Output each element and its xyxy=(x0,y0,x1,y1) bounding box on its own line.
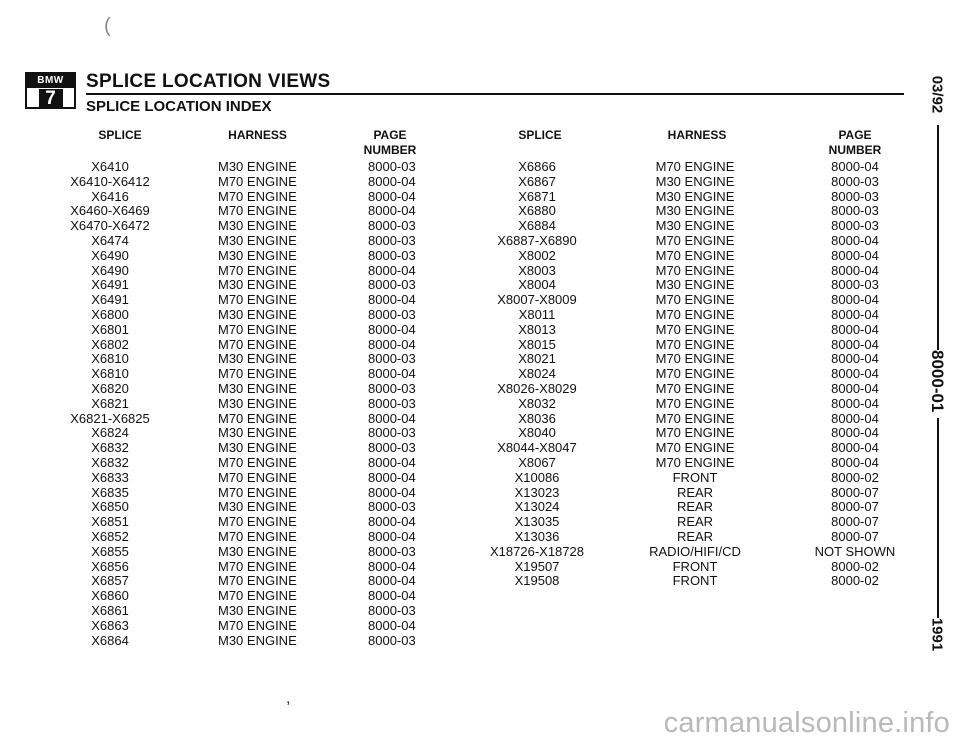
page-number-cell: 8000-04 xyxy=(368,528,416,544)
harness-cell: M70 ENGINE xyxy=(218,336,297,352)
splice-cell: X8015 xyxy=(518,336,556,352)
page-number-cell: 8000-03 xyxy=(368,602,416,618)
page-number-cell: 8000-04 xyxy=(831,321,879,337)
right-page-header-line1: PAGE xyxy=(838,128,872,142)
harness-cell: M70 ENGINE xyxy=(218,292,297,308)
side-date: 03/92 xyxy=(928,75,946,114)
harness-cell: M30 ENGINE xyxy=(218,247,297,263)
page-number-cell: 8000-04 xyxy=(831,306,879,322)
splice-cell: X6860 xyxy=(91,588,129,604)
splice-cell: X6491 xyxy=(91,277,129,293)
harness-cell: M70 ENGINE xyxy=(218,617,297,633)
harness-cell: M70 ENGINE xyxy=(655,292,735,308)
harness-cell: FRONT xyxy=(672,469,718,485)
page-number-cell: 8000-07 xyxy=(831,499,879,515)
harness-cell: M70 ENGINE xyxy=(655,440,735,456)
harness-cell: M70 ENGINE xyxy=(218,366,297,382)
page-number-cell: 8000-02 xyxy=(831,469,879,485)
harness-cell: M30 ENGINE xyxy=(655,277,735,293)
splice-cell: X6887-X6890 xyxy=(497,232,577,248)
page-number-cell: 8000-03 xyxy=(368,425,416,441)
page-number-cell: 8000-03 xyxy=(831,203,879,219)
left-page-header-line2: NUMBER xyxy=(363,143,417,157)
splice-cell: X8024 xyxy=(518,366,556,382)
side-rule-1 xyxy=(937,125,939,350)
splice-cell: X19507 xyxy=(514,558,560,574)
splice-cell: X6857 xyxy=(91,573,129,589)
page-number-cell: 8000-04 xyxy=(368,336,416,352)
harness-cell: M70 ENGINE xyxy=(218,588,297,604)
page-number-cell: 8000-02 xyxy=(831,573,879,589)
side-year: 1991 xyxy=(928,617,946,652)
splice-cell: X8044-X8047 xyxy=(497,440,577,456)
splice-cell: X8040 xyxy=(518,425,556,441)
splice-cell: X6852 xyxy=(91,528,129,544)
harness-cell: M70 ENGINE xyxy=(218,573,297,589)
right-splice-header: SPLICE xyxy=(518,128,562,142)
scan-mark: ( xyxy=(104,15,111,37)
harness-cell: M30 ENGINE xyxy=(218,425,297,441)
page-number-cell: 8000-03 xyxy=(831,173,879,189)
page-number-cell: 8000-04 xyxy=(368,588,416,604)
harness-cell: M70 ENGINE xyxy=(655,321,735,337)
page-number-cell: 8000-04 xyxy=(831,410,879,426)
splice-cell: X6460-X6469 xyxy=(70,203,150,219)
page-number-cell: 8000-04 xyxy=(368,410,416,426)
right-page-column xyxy=(800,160,910,589)
series-number: 7 xyxy=(39,89,63,108)
splice-cell: X6810 xyxy=(91,366,129,382)
harness-cell: M70 ENGINE xyxy=(218,484,297,500)
splice-cell: X8002 xyxy=(518,247,556,263)
bmw-logo xyxy=(25,72,76,109)
title-rule xyxy=(86,93,904,95)
page-number-cell: 8000-03 xyxy=(368,218,416,234)
page-number-cell: 8000-03 xyxy=(368,499,416,515)
splice-cell: X13024 xyxy=(514,499,560,515)
harness-cell: M70 ENGINE xyxy=(655,410,735,426)
splice-cell: X6871 xyxy=(518,188,556,204)
harness-cell: M30 ENGINE xyxy=(218,351,297,367)
harness-cell: M70 ENGINE xyxy=(218,454,297,470)
splice-cell: X6821 xyxy=(91,395,129,411)
page-number-cell: 8000-07 xyxy=(831,514,879,530)
splice-cell: X6801 xyxy=(91,321,129,337)
harness-cell: M30 ENGINE xyxy=(218,602,297,618)
splice-cell: X6864 xyxy=(91,632,129,648)
harness-cell: REAR xyxy=(676,514,714,530)
page-number-cell: 8000-03 xyxy=(368,247,416,263)
page-number-cell: 8000-04 xyxy=(831,425,879,441)
harness-cell: FRONT xyxy=(672,558,718,574)
harness-cell: M70 ENGINE xyxy=(655,380,735,396)
harness-cell: M30 ENGINE xyxy=(218,499,297,515)
splice-cell: X8067 xyxy=(518,454,556,470)
page-number-cell: 8000-03 xyxy=(368,440,416,456)
splice-cell: X6855 xyxy=(91,543,129,559)
harness-cell: M30 ENGINE xyxy=(655,188,735,204)
page-number-cell: 8000-03 xyxy=(368,632,416,648)
page-number-cell: 8000-04 xyxy=(368,292,416,308)
left-page-header-line1: PAGE xyxy=(373,128,407,142)
harness-cell: REAR xyxy=(676,484,714,500)
splice-cell: X6810 xyxy=(91,351,129,367)
splice-cell: X6850 xyxy=(91,499,129,515)
harness-cell: M70 ENGINE xyxy=(655,336,735,352)
page-number-cell: 8000-03 xyxy=(831,218,879,234)
harness-cell: M70 ENGINE xyxy=(655,395,735,411)
splice-cell: X8036 xyxy=(518,410,556,426)
page-number-cell: 8000-03 xyxy=(368,277,416,293)
harness-cell: M70 ENGINE xyxy=(218,469,297,485)
splice-cell: X8007-X8009 xyxy=(497,292,577,308)
splice-cell: X6884 xyxy=(518,218,556,234)
splice-cell: X18726-X18728 xyxy=(490,543,584,559)
page-number-cell: 8000-03 xyxy=(831,188,879,204)
harness-cell: M30 ENGINE xyxy=(218,159,297,174)
splice-cell: X8021 xyxy=(518,351,556,367)
left-page-header xyxy=(340,128,440,158)
harness-cell: M70 ENGINE xyxy=(655,232,735,248)
splice-cell: X8026-X8029 xyxy=(497,380,577,396)
splice-cell: X6410 xyxy=(91,159,129,174)
page-number-cell: 8000-04 xyxy=(831,232,879,248)
left-harness-column xyxy=(218,160,338,648)
splice-cell: X6490 xyxy=(91,262,129,278)
splice-cell: X6474 xyxy=(91,232,129,248)
side-rule-2 xyxy=(937,418,939,618)
harness-cell: M30 ENGINE xyxy=(218,218,297,234)
splice-cell: X6824 xyxy=(91,425,129,441)
page-number-cell: 8000-04 xyxy=(831,292,879,308)
splice-cell: X6832 xyxy=(91,454,129,470)
harness-cell: M70 ENGINE xyxy=(218,514,297,530)
harness-cell: M30 ENGINE xyxy=(218,543,297,559)
page-number-cell: 8000-04 xyxy=(831,159,879,174)
splice-cell: X6835 xyxy=(91,484,129,500)
right-harness-header: HARNESS xyxy=(667,128,727,142)
harness-cell: M70 ENGINE xyxy=(655,306,735,322)
page-number-cell: 8000-04 xyxy=(831,454,879,470)
harness-cell: REAR xyxy=(676,499,714,515)
page-number-cell: 8000-04 xyxy=(368,188,416,204)
harness-cell: M30 ENGINE xyxy=(655,173,735,189)
page-number-cell: 8000-02 xyxy=(831,558,879,574)
page-number-cell: 8000-04 xyxy=(831,366,879,382)
splice-cell: X13036 xyxy=(514,528,560,544)
page-title: SPLICE LOCATION VIEWS xyxy=(86,71,331,92)
splice-cell: X8013 xyxy=(518,321,556,337)
splice-cell: X6832 xyxy=(91,440,129,456)
page-number-cell: 8000-03 xyxy=(368,159,416,174)
splice-cell: X6866 xyxy=(518,159,556,174)
harness-cell: M30 ENGINE xyxy=(655,218,735,234)
splice-cell: X8032 xyxy=(518,395,556,411)
page-number-cell: 8000-07 xyxy=(831,484,879,500)
harness-cell: M70 ENGINE xyxy=(218,528,297,544)
splice-cell: X6491 xyxy=(91,292,129,308)
splice-cell: X6821-X6825 xyxy=(70,410,150,426)
harness-cell: M70 ENGINE xyxy=(655,425,735,441)
page-number-cell: 8000-03 xyxy=(368,232,416,248)
page-number-cell: 8000-04 xyxy=(831,247,879,263)
page-number-cell: 8000-03 xyxy=(368,395,416,411)
splice-cell: X8011 xyxy=(518,306,556,322)
harness-cell: M30 ENGINE xyxy=(218,306,297,322)
splice-cell: X13023 xyxy=(514,484,560,500)
left-harness-header: HARNESS xyxy=(228,128,287,142)
harness-cell: M70 ENGINE xyxy=(655,351,735,367)
page-number-cell: 8000-04 xyxy=(368,173,416,189)
page-number-cell: 8000-04 xyxy=(368,262,416,278)
splice-cell: X6410-X6412 xyxy=(70,173,150,189)
page-number-cell: 8000-04 xyxy=(831,351,879,367)
harness-cell: M70 ENGINE xyxy=(655,159,735,174)
harness-cell: FRONT xyxy=(672,573,718,589)
harness-cell: M70 ENGINE xyxy=(218,173,297,189)
page-number-cell: 8000-04 xyxy=(368,321,416,337)
page-number-cell: 8000-03 xyxy=(368,351,416,367)
page-number-cell: 8000-04 xyxy=(368,558,416,574)
page-number-cell: 8000-04 xyxy=(368,366,416,382)
page-number-cell: 8000-04 xyxy=(368,203,416,219)
page-number-cell: 8000-03 xyxy=(831,277,879,293)
left-splice-column xyxy=(40,160,180,648)
harness-cell: M70 ENGINE xyxy=(218,558,297,574)
bmw-logo-text: BMW xyxy=(27,74,74,88)
right-harness-column xyxy=(625,160,765,589)
harness-cell: M70 ENGINE xyxy=(218,188,297,204)
harness-cell: M30 ENGINE xyxy=(218,395,297,411)
page-number-cell: 8000-07 xyxy=(831,528,879,544)
page-subtitle: SPLICE LOCATION INDEX xyxy=(86,98,272,115)
splice-cell: X6861 xyxy=(91,602,129,618)
harness-cell: M30 ENGINE xyxy=(218,632,297,648)
splice-cell: X6470-X6472 xyxy=(70,218,150,234)
splice-cell: X6820 xyxy=(91,380,129,396)
harness-cell: M70 ENGINE xyxy=(655,262,735,278)
harness-cell: M70 ENGINE xyxy=(218,410,297,426)
harness-cell: M70 ENGINE xyxy=(218,203,297,219)
harness-cell: M30 ENGINE xyxy=(218,277,297,293)
splice-cell: X6856 xyxy=(91,558,129,574)
splice-cell: X8003 xyxy=(518,262,556,278)
left-page-column xyxy=(368,160,448,648)
harness-cell: REAR xyxy=(676,528,714,544)
page-number-cell: 8000-04 xyxy=(831,380,879,396)
harness-cell: M70 ENGINE xyxy=(218,262,297,278)
harness-cell: M30 ENGINE xyxy=(218,440,297,456)
splice-cell: X6851 xyxy=(91,514,129,530)
page-number-cell: 8000-03 xyxy=(368,543,416,559)
splice-cell: X6416 xyxy=(91,188,129,204)
page-number-cell: 8000-03 xyxy=(368,306,416,322)
splice-cell: X6833 xyxy=(91,469,129,485)
splice-cell: X8004 xyxy=(518,277,556,293)
harness-cell: RADIO/HIFI/CD xyxy=(649,543,741,559)
right-page-header-line2: NUMBER xyxy=(828,143,882,157)
page-number-cell: 8000-04 xyxy=(831,395,879,411)
harness-cell: M70 ENGINE xyxy=(655,247,735,263)
splice-cell: X13035 xyxy=(514,514,560,530)
page-number-cell: 8000-03 xyxy=(368,380,416,396)
page-number-cell: 8000-04 xyxy=(831,336,879,352)
page-number-cell: 8000-04 xyxy=(368,484,416,500)
watermark: carmanualsonline.info xyxy=(663,707,950,739)
splice-cell: X6880 xyxy=(518,203,556,219)
page-number-cell: 8000-04 xyxy=(368,469,416,485)
scan-mark: , xyxy=(286,690,291,707)
right-splice-column xyxy=(462,160,612,589)
splice-cell: X6802 xyxy=(91,336,129,352)
page-number-cell: 8000-04 xyxy=(368,454,416,470)
splice-cell: X6800 xyxy=(91,306,129,322)
side-page-id: 8000-01 xyxy=(928,350,947,413)
harness-cell: M70 ENGINE xyxy=(655,366,735,382)
harness-cell: M70 ENGINE xyxy=(218,321,297,337)
page-number-cell: 8000-04 xyxy=(368,514,416,530)
splice-cell: X6863 xyxy=(91,617,129,633)
page-number-cell: 8000-04 xyxy=(831,262,879,278)
splice-cell: X6867 xyxy=(518,173,556,189)
page-number-cell: NOT SHOWN xyxy=(814,543,896,559)
splice-cell: X19508 xyxy=(514,573,560,589)
left-splice-header: SPLICE xyxy=(98,128,142,142)
page-number-cell: 8000-04 xyxy=(368,617,416,633)
splice-cell: X10086 xyxy=(514,469,560,485)
harness-cell: M30 ENGINE xyxy=(655,203,735,219)
right-page-header xyxy=(805,128,905,158)
page-number-cell: 8000-04 xyxy=(831,440,879,456)
harness-cell: M70 ENGINE xyxy=(655,454,735,470)
page-number-cell: 8000-04 xyxy=(368,573,416,589)
harness-cell: M30 ENGINE xyxy=(218,380,297,396)
splice-cell: X6490 xyxy=(91,247,129,263)
harness-cell: M30 ENGINE xyxy=(218,232,297,248)
